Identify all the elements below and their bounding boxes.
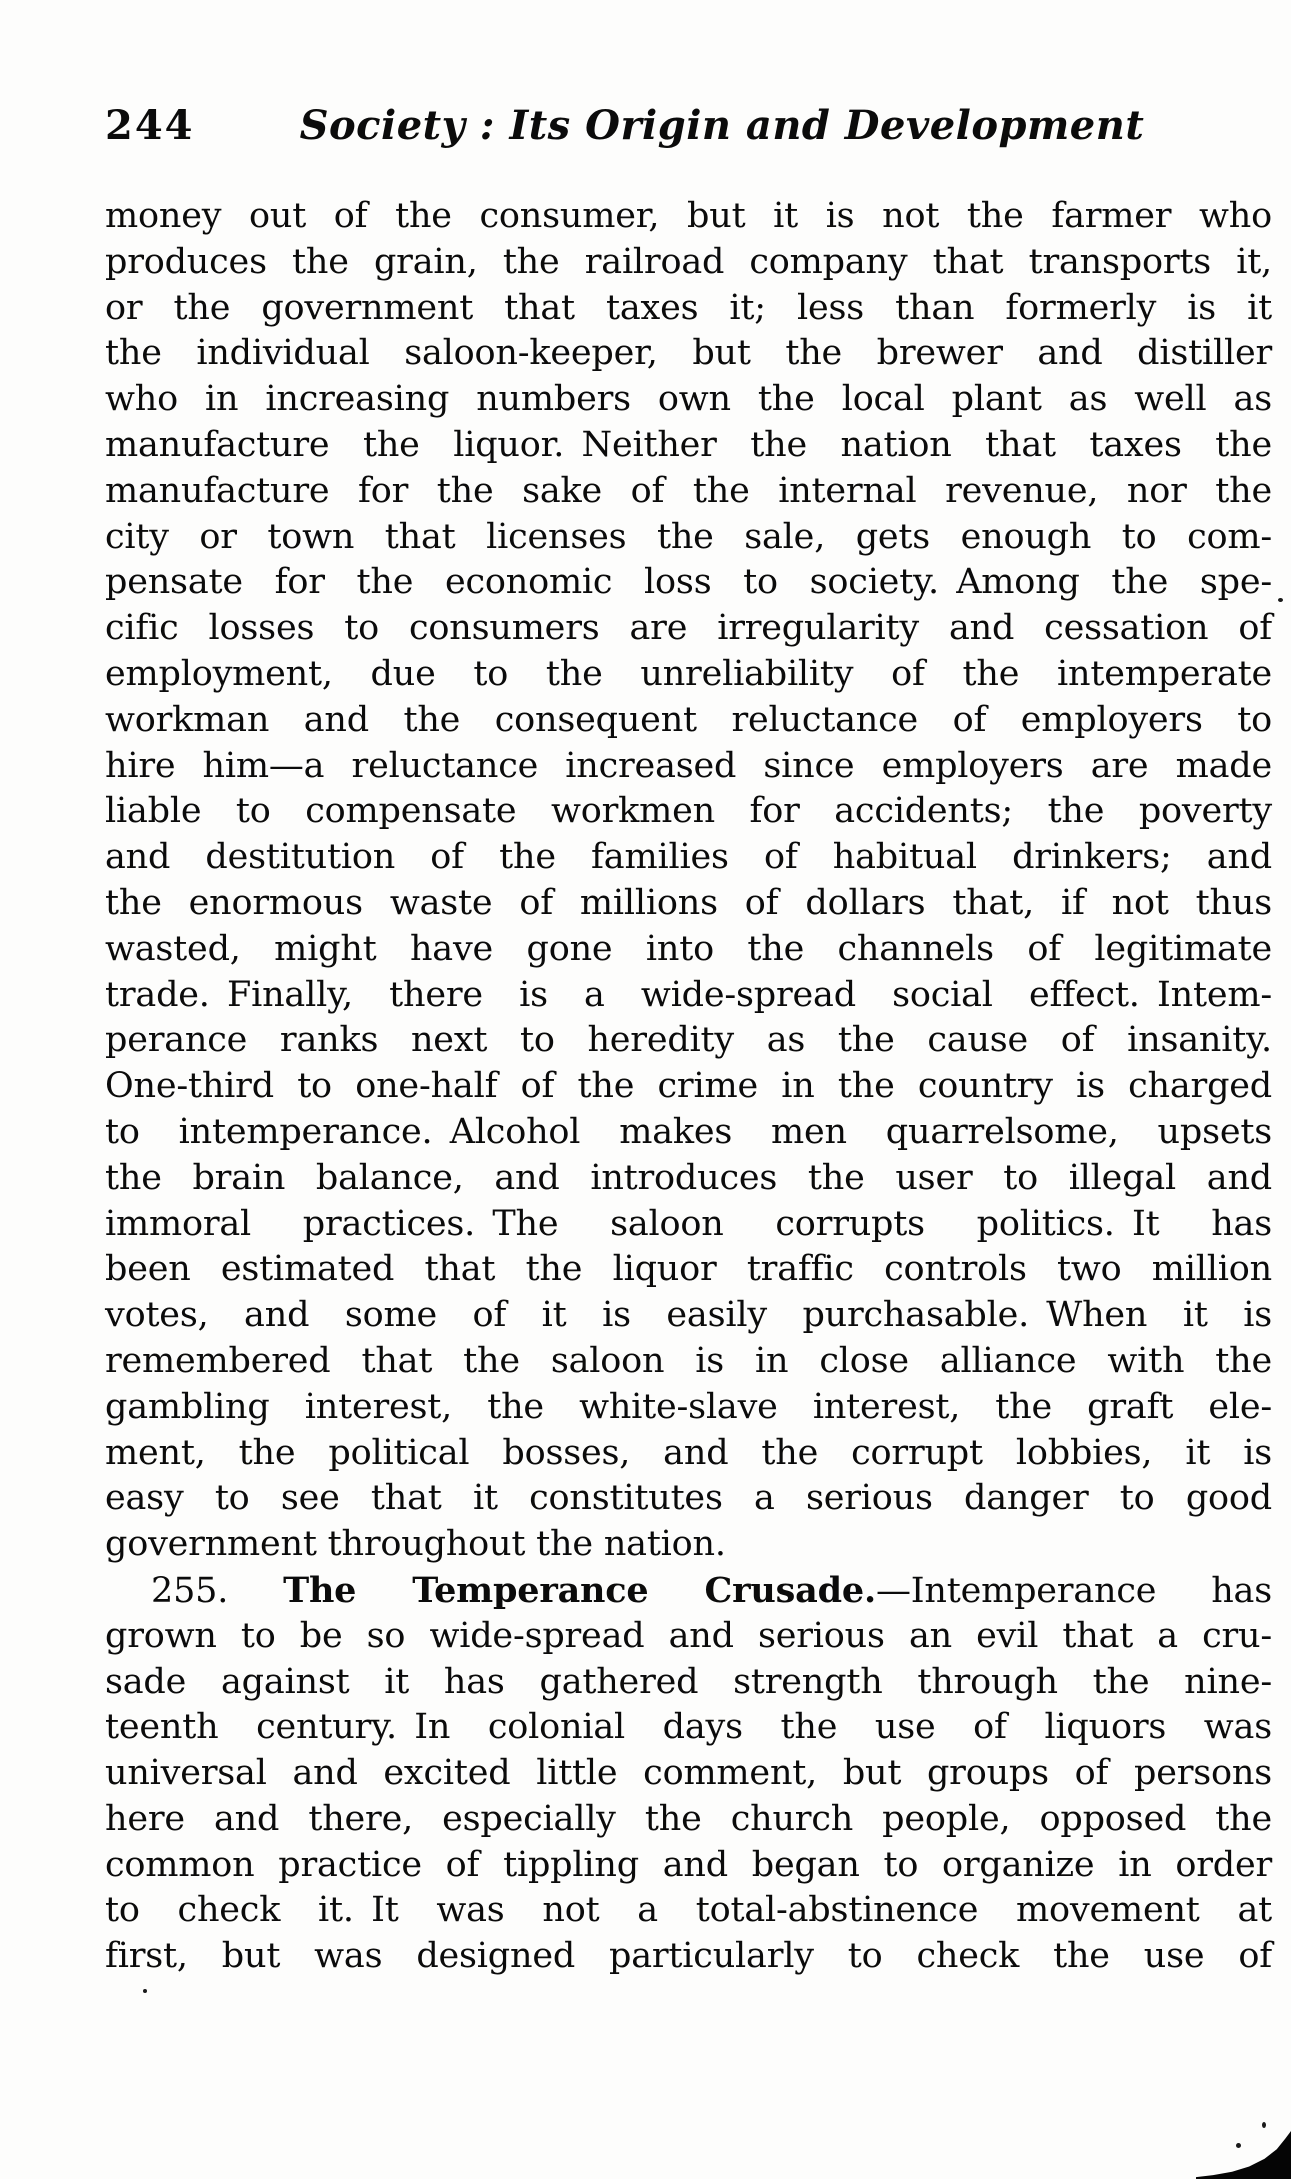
scan-artifact-corner xyxy=(1196,2131,1291,2179)
page-number: 244 xyxy=(105,102,195,149)
text-line: to intemperance. Alcohol makes men quarrelsome, upsets xyxy=(105,1111,1272,1152)
body-text xyxy=(105,194,1272,1980)
text-line: pensate for the economic loss to society. Among the spe- xyxy=(105,562,1272,603)
text-line: government throughout the nation. xyxy=(105,1524,726,1565)
text-line: easy to see that it constitutes a serious danger to good xyxy=(105,1478,1272,1519)
text-line: manufacture the liquor. Neither the nation that taxes the xyxy=(105,424,1272,465)
running-title: Society : Its Origin and Development xyxy=(299,102,1145,149)
text-line: universal and excited little comment, but groups of persons xyxy=(105,1753,1272,1794)
text-line: remembered that the saloon is in close alliance with the xyxy=(105,1340,1272,1381)
text-line: votes, and some of it is easily purchasable. When it is xyxy=(105,1295,1272,1336)
text-line: first, but was designed particularly to check the use of xyxy=(105,1936,1272,1977)
text-line: common practice of tippling and began to organize in order xyxy=(105,1844,1272,1885)
text-line: the individual saloon-keeper, but the brewer and distiller xyxy=(105,333,1272,374)
text-line: sade against it has gathered strength through the nine- xyxy=(105,1661,1272,1702)
text-line: and destitution of the families of habitual drinkers; and xyxy=(105,837,1272,878)
text-line: teenth century. In colonial days the use of liquors was xyxy=(105,1707,1272,1748)
text-line: trade. Finally, there is a wide-spread social effect. Intem- xyxy=(105,974,1272,1015)
section-start-line xyxy=(105,1568,1272,1614)
text-line: grown to be so wide-spread and serious an evil that a cru- xyxy=(105,1615,1272,1656)
text-line: money out of the consumer, but it is not the farmer who xyxy=(105,196,1272,236)
scan-artifact-speck xyxy=(1236,2143,1241,2148)
text-line: workman and the consequent reluctance of employers to xyxy=(105,699,1272,740)
text-line: One-third to one-half of the crime in the country is charged xyxy=(105,1066,1272,1107)
text-line: or the government that taxes it; less than formerly is it xyxy=(105,287,1272,328)
text-line: liable to compensate workmen for accidents; the poverty xyxy=(105,791,1272,832)
text-line: who in increasing numbers own the local plant as well as xyxy=(105,379,1272,420)
text-line: immoral practices. The saloon corrupts politics. It has xyxy=(105,1203,1272,1244)
text-line: perance ranks next to heredity as the cause of insanity. xyxy=(105,1020,1272,1061)
text-line: manufacture for the sake of the internal revenue, nor the xyxy=(105,470,1272,511)
running-header xyxy=(105,102,1272,150)
text-line: to check it. It was not a total-abstinence movement at xyxy=(105,1890,1272,1931)
scan-artifact-speck xyxy=(1278,598,1283,602)
text-line: been estimated that the liquor traffic controls two million xyxy=(105,1249,1272,1290)
text-line: hire him—a reluctance increased since employers are made xyxy=(105,745,1272,786)
section-number: 255. xyxy=(151,1570,229,1611)
section-heading: The Temperance Crusade. xyxy=(283,1569,876,1611)
text-line: produces the grain, the railroad company that transports it, xyxy=(105,241,1272,282)
text-line: the brain balance, and introduces the user to illegal and xyxy=(105,1157,1272,1198)
scan-artifact-speck xyxy=(143,1989,147,1993)
text-line: employment, due to the unreliability of the intemperate xyxy=(105,653,1272,694)
text-line: ment, the political bosses, and the corrupt lobbies, it is xyxy=(105,1432,1272,1473)
text-line: the enormous waste of millions of dollars that, if not thus xyxy=(105,882,1272,923)
text-line: here and there, especially the church people, opposed the xyxy=(105,1798,1272,1839)
text-line: wasted, might have gone into the channels of legitimate xyxy=(105,928,1272,969)
scan-artifact-speck xyxy=(1262,2122,1266,2128)
text-line: cific losses to consumers are irregularity and cessation of xyxy=(105,608,1272,649)
text-line: city or town that licenses the sale, gets enough to com- xyxy=(105,516,1272,557)
section-first-line-text: —Intemperance has xyxy=(875,1570,1272,1611)
text-line: gambling interest, the white-slave interest, the graft ele- xyxy=(105,1386,1272,1427)
